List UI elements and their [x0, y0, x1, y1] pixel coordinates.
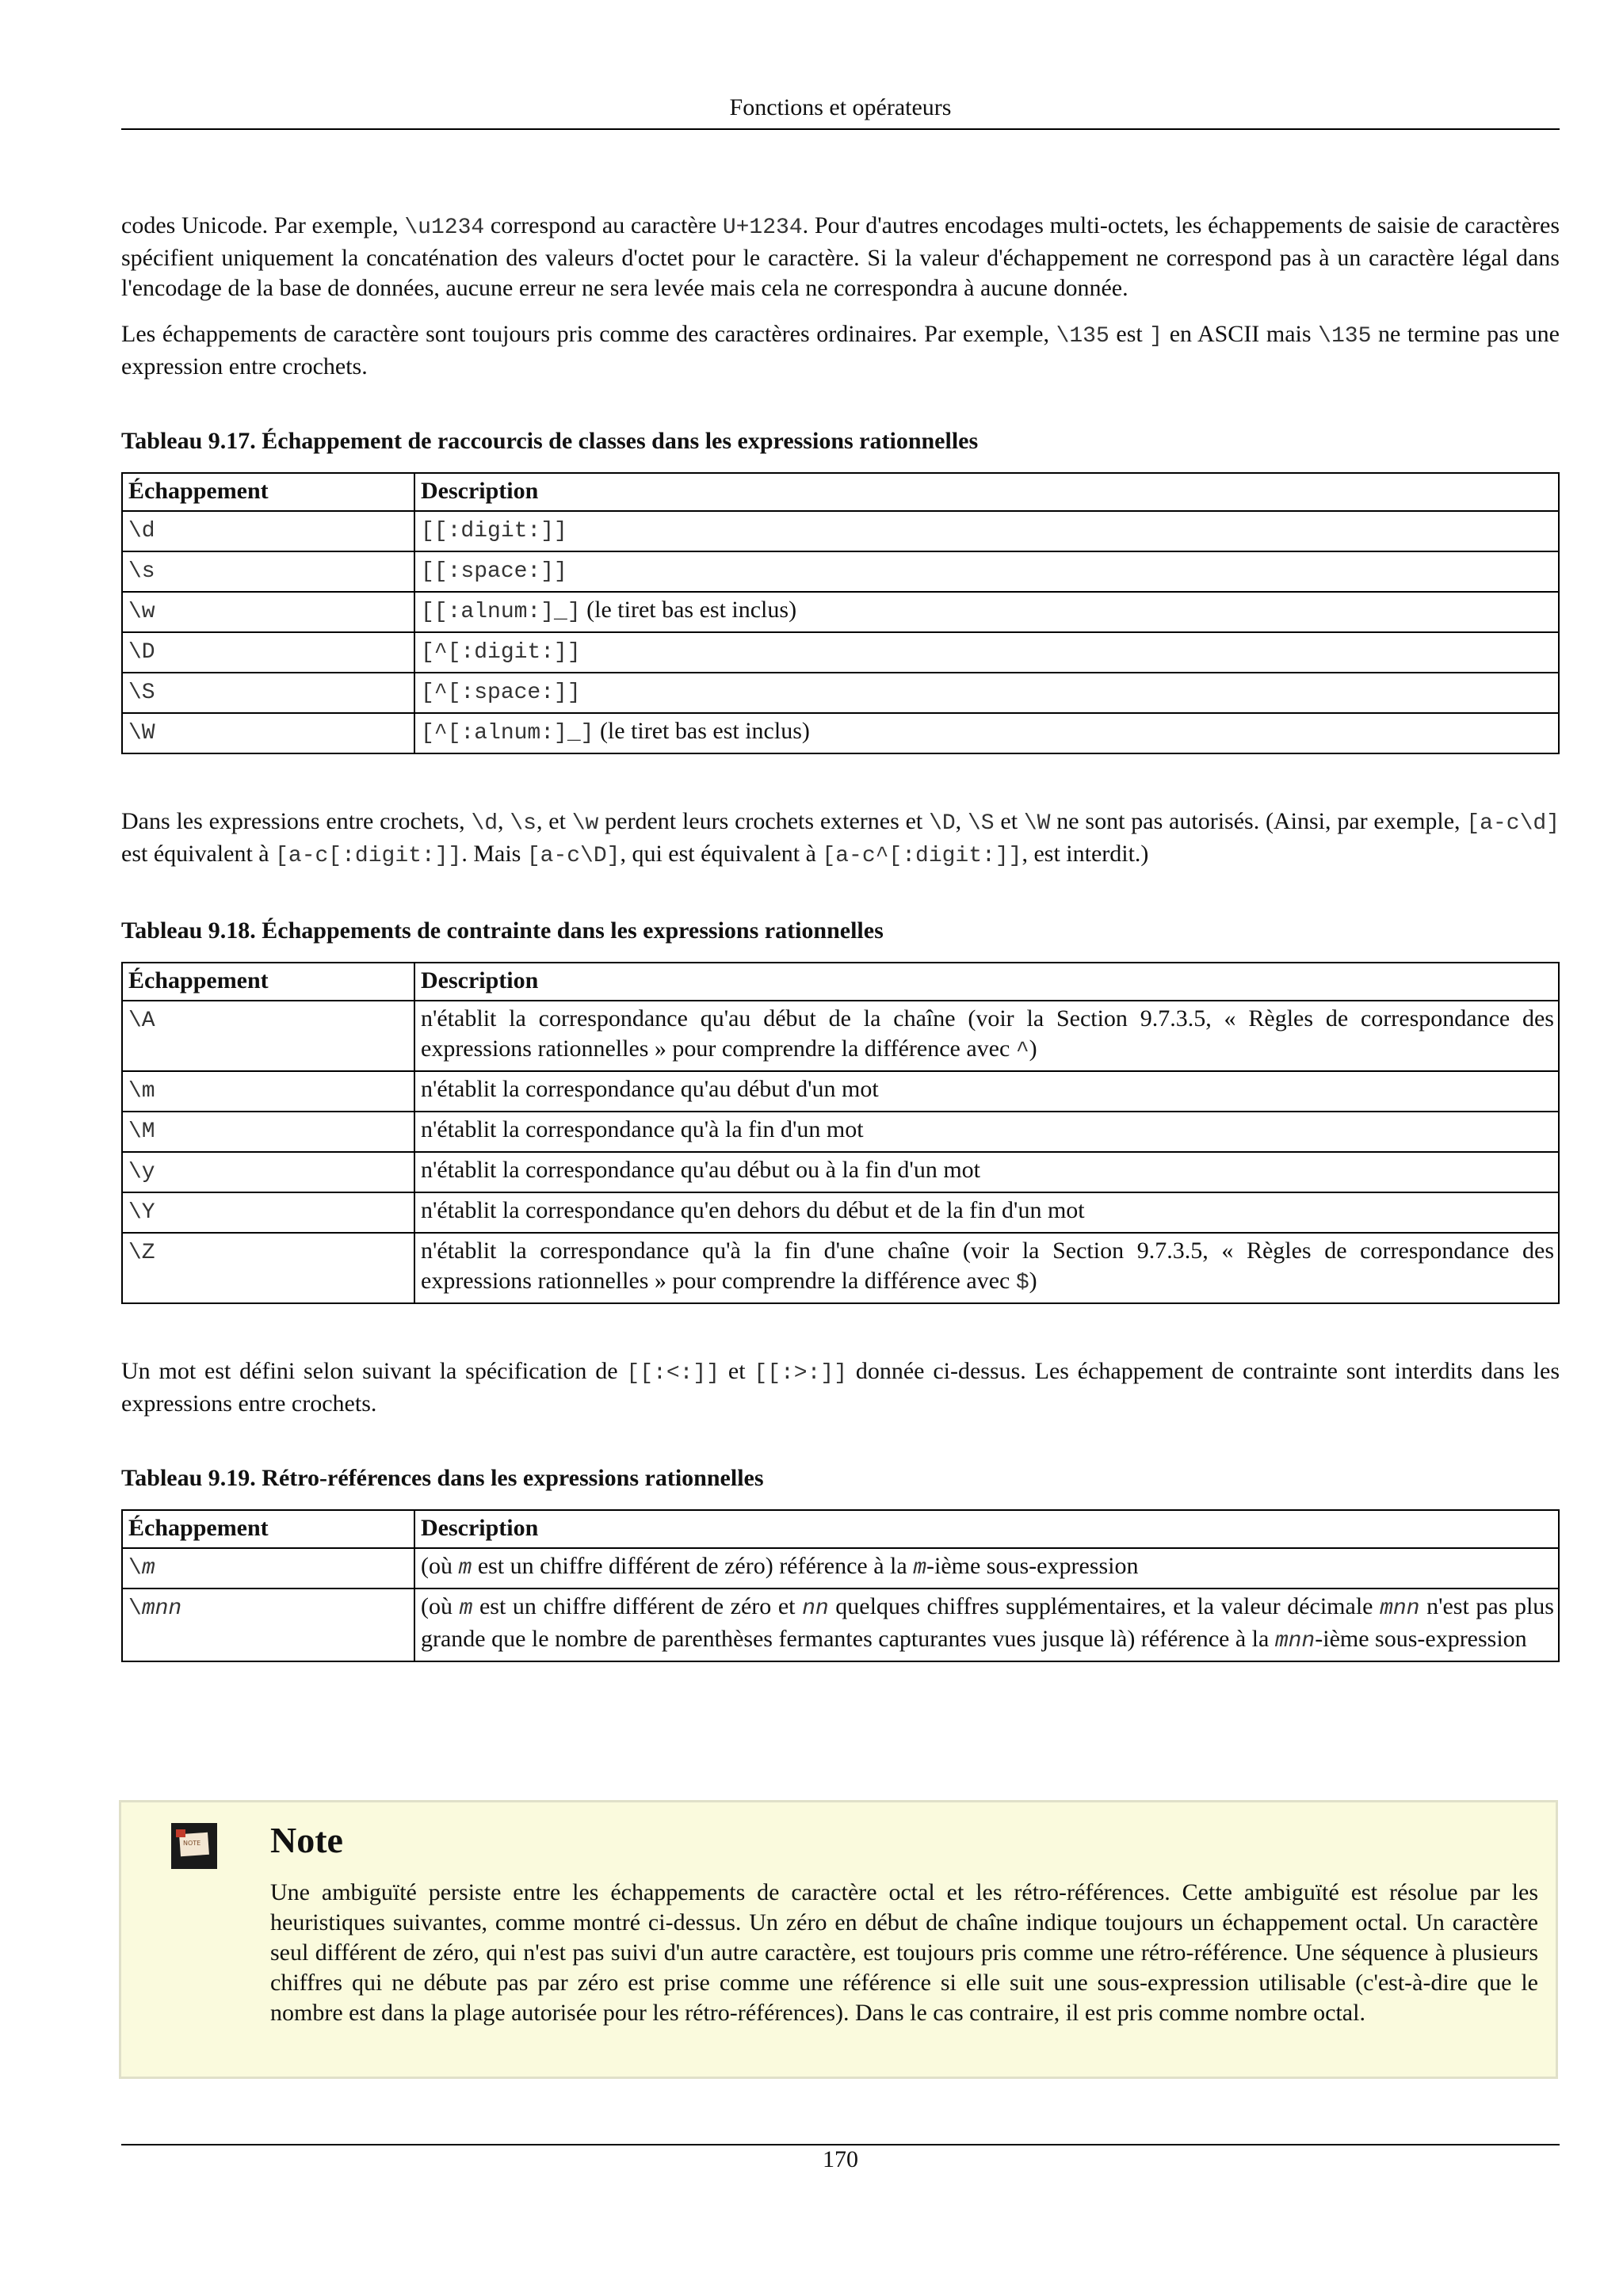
- table-row: \W [^[:alnum:]_] (le tiret bas est inclus): [122, 713, 1559, 753]
- table-row: \A n'établit la correspondance qu'au début de la chaîne (voir la Section 9.7.3.5, « Règles de correspondance des expressions rationnelles » pour comprendre la différence avec ^): [122, 1001, 1559, 1071]
- table-row: \mnn (où m est un chiffre différent de zéro et nn quelques chiffres supplémentaires, et la valeur décimale mnn n'est pas plus grande que le nombre de parenthèses fermantes capturantes vues jusque là) référence à la mnn-ième sous-expression: [122, 1589, 1559, 1661]
- note-title: Note: [270, 1820, 343, 1860]
- table-row: \D [^[:digit:]]: [122, 632, 1559, 673]
- column-header: Description: [414, 1510, 1559, 1548]
- table-9-19: [121, 1509, 1560, 1662]
- note-box: [119, 1800, 1558, 2079]
- table-row: \y n'établit la correspondance qu'au début ou à la fin d'un mot: [122, 1152, 1559, 1192]
- table-row: \s [[:space:]]: [122, 551, 1559, 592]
- table-9-19-caption: Tableau 9.19. Rétro-références dans les expressions rationnelles: [121, 1465, 764, 1491]
- column-header: Échappement: [122, 1510, 414, 1548]
- table-9-18-caption: Tableau 9.18. Échappements de contrainte dans les expressions rationnelles: [121, 917, 884, 944]
- table-header-row: [122, 1510, 1559, 1548]
- intro-paragraph-1: codes Unicode. Par exemple, \u1234 correspond au caractère U+1234. Pour d'autres encodages multi-octets, les échappements de saisie de caractères spécifient uniquement la concaténation des valeurs d'octet pour le caractère. Si la valeur d'échappement ne correspond pas à un caractère légal dans l'encodage de la base de données, aucune erreur ne sera levée mais cela ne correspondra à aucune donnée.: [121, 212, 1560, 301]
- table-header-row: [122, 963, 1559, 1001]
- column-header: Échappement: [122, 473, 414, 511]
- bracket-expression-paragraph: Dans les expressions entre crochets, \d, \s, et \w perdent leurs crochets externes et \D, \S et \W ne sont pas autorisés. (Ainsi, par exemple, [a-c\d] est équivalent à [a-c[:digit:]]. Mais [a-c\D], qui est équivalent à [a-c^[:digit:]], est interdit.): [121, 808, 1560, 868]
- table-9-17: [121, 472, 1560, 754]
- note-text: Une ambiguïté persiste entre les échappements de caractère octal et les rétro-références. Cette ambiguïté est résolue par les heuristiques suivantes, comme montré ci-dessus. Un zéro en début de chaîne indique toujours un échappement octal. Un caractère seul différent de zéro, qui n'est pas suivi d'un autre caractère, est toujours pris comme une rétro-référence. Une séquence à plusieurs chiffres qui ne débute pas par zéro est prise comme une référence si elle suit une sous-expression utilisable (c'est-à-dire que le nombre est dans la plage autorisée pour les rétro-références). Dans le cas contraire, il est pris comme nombre octal.: [270, 1879, 1538, 2026]
- page-number: 170: [823, 2146, 858, 2172]
- column-header: Échappement: [122, 963, 414, 1001]
- table-header-row: [122, 473, 1559, 511]
- table-row: \d [[:digit:]]: [122, 511, 1559, 551]
- table-row: \M n'établit la correspondance qu'à la fin d'un mot: [122, 1112, 1559, 1152]
- note-icon: NOTE: [171, 1823, 217, 1869]
- table-row: \Y n'établit la correspondance qu'en dehors du début et de la fin d'un mot: [122, 1192, 1559, 1233]
- table-row: \S [^[:space:]]: [122, 673, 1559, 713]
- page-header: Fonctions et opérateurs: [121, 93, 1560, 130]
- table-row: \m n'établit la correspondance qu'au début d'un mot: [122, 1071, 1559, 1112]
- column-header: Description: [414, 473, 1559, 511]
- intro-paragraph-2: Les échappements de caractère sont toujours pris comme des caractères ordinaires. Par exemple, \135 est ] en ASCII mais \135 ne termine pas une expression entre crochets.: [121, 321, 1560, 379]
- table-9-18: [121, 962, 1560, 1304]
- table-row: \Z n'établit la correspondance qu'à la fin d'une chaîne (voir la Section 9.7.3.5, « Règles de correspondance des expressions rationnelles » pour comprendre la différence avec $): [122, 1233, 1559, 1303]
- column-header: Description: [414, 963, 1559, 1001]
- word-definition-paragraph: Un mot est défini selon suivant la spécification de [[:<:]] et [[:>:]] donnée ci-dessus. Les échappement de contrainte sont interdits dans les expressions entre crochets.: [121, 1358, 1560, 1417]
- page-content: [121, 211, 1560, 1714]
- table-row: \w [[:alnum:]_] (le tiret bas est inclus): [122, 592, 1559, 632]
- table-row: \m (où m est un chiffre différent de zéro) référence à la m-ième sous-expression: [122, 1548, 1559, 1589]
- table-9-17-caption: Tableau 9.17. Échappement de raccourcis de classes dans les expressions rationnelles: [121, 428, 979, 454]
